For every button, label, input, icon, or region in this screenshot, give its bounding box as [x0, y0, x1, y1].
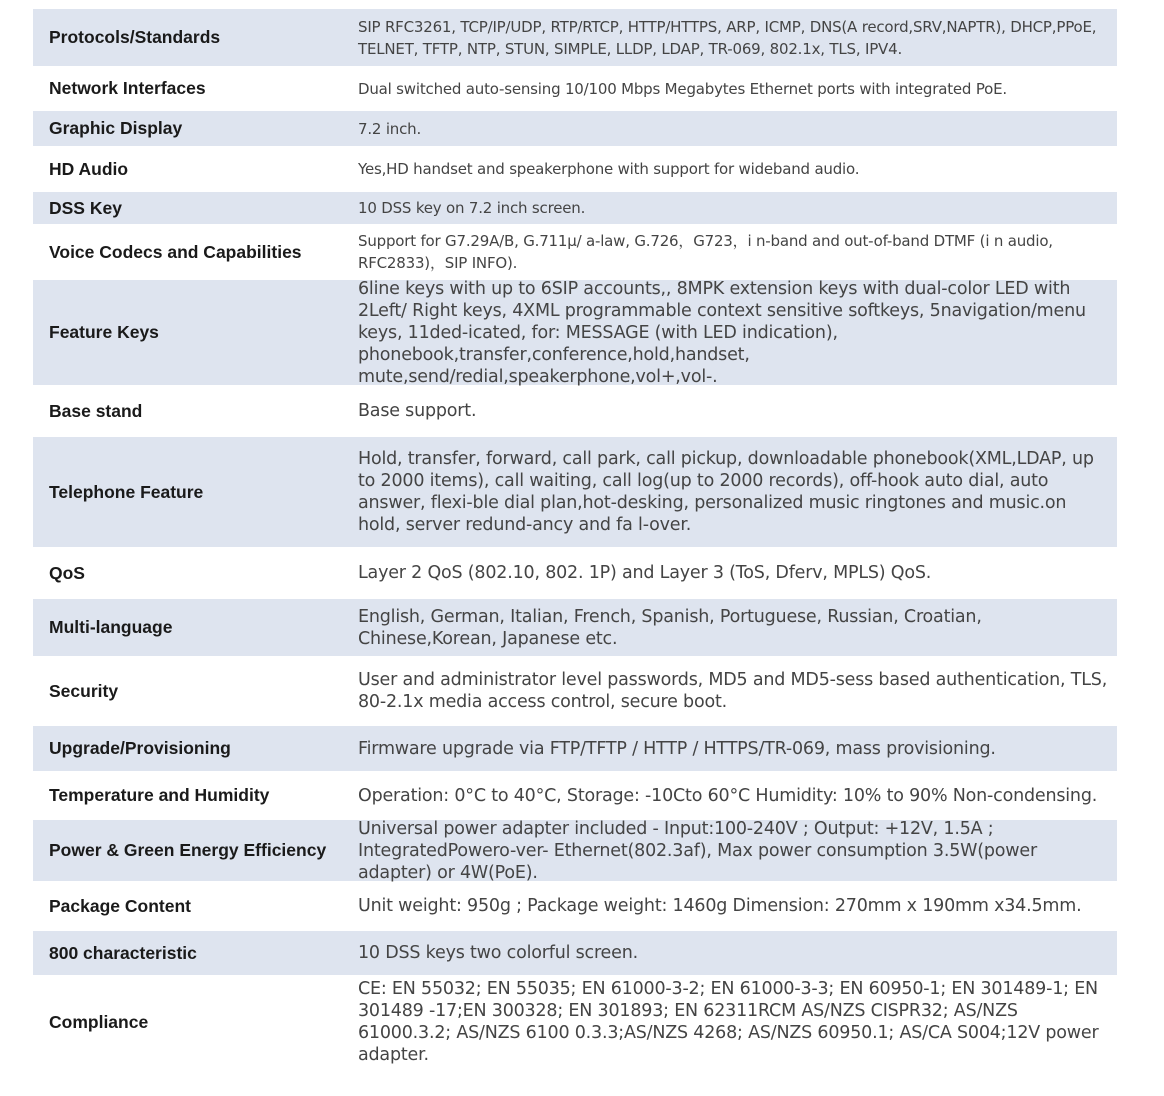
spec-value: Firmware upgrade via FTP/TFTP / HTTP / HTTPS/TR-069, mass provisioning. [358, 738, 996, 759]
spec-label: Network Interfaces [49, 78, 206, 98]
spec-label: Package Content [49, 895, 191, 916]
spec-label: Protocols/Standards [49, 27, 221, 47]
spec-row-dss-key [33, 192, 1117, 224]
spec-value: Support for G7.29A/B, G.711μ/ a-law, G.726，G723，i n-band and out-of-band DTMF (i n audio, RFC2833)，SIP INFO). [358, 232, 1053, 272]
spec-row-telephone-feature [33, 437, 1117, 547]
spec-value: 7.2 inch. [358, 119, 422, 138]
spec-row-base-stand [33, 389, 1117, 433]
spec-label: Base stand [49, 400, 143, 421]
spec-row-graphic-display [33, 111, 1117, 146]
spec-label: QoS [49, 562, 85, 583]
spec-row-qos [33, 551, 1117, 595]
spec-row-feature-keys [33, 280, 1117, 385]
spec-value: Yes,HD handset and speakerphone with support for wideband audio. [358, 160, 860, 178]
spec-label: Voice Codecs and Capabilities [49, 241, 302, 262]
spec-label: Feature Keys [49, 322, 159, 342]
spec-label: Telephone Feature [49, 481, 204, 502]
spec-row-upgrade-provisioning [33, 726, 1117, 771]
spec-label: Compliance [49, 1011, 149, 1032]
spec-table [33, 9, 1117, 1069]
spec-value: 10 DSS keys two colorful screen. [358, 943, 638, 963]
spec-label: Power & Green Energy Efficiency [49, 840, 327, 860]
spec-label: HD Audio [49, 158, 129, 179]
spec-row-multi-language [33, 599, 1117, 656]
spec-value: SIP RFC3261, TCP/IP/UDP, RTP/RTCP, HTTP/HTTPS, ARP, ICMP, DNS(A record,SRV,NAPTR), DHCP,PPoE, TELNET, TFTP, NTP, STUN, SIMPLE, LLDP, LDAP, TR-069, 802.1x, TLS, IPV4. [358, 17, 1097, 58]
spec-value: Universal power adapter included - Input:100-240V ; Output: +12V, 1.5A ; IntegratedPowero-ver- Ethernet(802.3af), Max power consumption 3.5W(power adapter) or 4W(PoE). [358, 818, 1037, 883]
spec-label: DSS Key [49, 197, 122, 218]
spec-row-network-interfaces [33, 70, 1117, 107]
spec-row-power-efficiency [33, 820, 1117, 881]
spec-row-800-characteristic [33, 931, 1117, 975]
spec-value: English, German, Italian, French, Spanish, Portuguese, Russian, Croatian, Chinese,Korean, Japanese etc. [358, 606, 982, 649]
spec-label: Graphic Display [49, 118, 183, 138]
spec-row-package-content [33, 885, 1117, 927]
spec-row-hd-audio [33, 150, 1117, 188]
spec-label: Multi-language [49, 617, 173, 637]
spec-value: Base support. [358, 401, 477, 421]
spec-value: Layer 2 QoS (802.10, 802. 1P) and Layer 3 (ToS, Dferv, MPLS) QoS. [358, 563, 932, 583]
spec-value: Operation: 0°C to 40°C, Storage: -10Cto 60°C Humidity: 10% to 90% Non-condensing. [358, 785, 1098, 806]
spec-row-temperature-humidity [33, 775, 1117, 816]
spec-label: 800 characteristic [49, 942, 197, 963]
spec-value: User and administrator level passwords, MD5 and MD5-sess based authentication, TLS, 80-2.1x media access control, secure boot. [358, 670, 1108, 712]
spec-value: Hold, transfer, forward, call park, call pickup, downloadable phonebook(XML,LDAP, up to 2000 items), call waiting, call log(up to 2000 records), off-hook auto dial, auto answer, flexi-ble dial plan,hot-desking, personalized music ringtones and music.on hold, server redund-ancy and fa l-over. [358, 449, 1094, 535]
spec-row-protocols [33, 9, 1117, 66]
spec-row-voice-codecs [33, 228, 1117, 276]
spec-value: 10 DSS key on 7.2 inch screen. [358, 199, 586, 217]
spec-label: Security [49, 680, 119, 701]
spec-row-compliance [33, 979, 1117, 1065]
spec-value: Dual switched auto-sensing 10/100 Mbps Megabytes Ethernet ports with integrated PoE. [358, 79, 1007, 98]
spec-label: Temperature and Humidity [49, 785, 270, 805]
spec-value: 6line keys with up to 6SIP accounts,, 8MPK extension keys with dual-color LED with 2Left/ Right keys, 4XML programmable context sensitive softkeys, 5navigation/menu keys, 11ded-icated, for: MESSAGE (with LED indication), phonebook,transfer,conference,hold,handset, mute,send/redial,speakerphone,vol+,vol-. [358, 278, 1086, 387]
spec-label: Upgrade/Provisioning [49, 738, 231, 758]
spec-value: Unit weight: 950g ; Package weight: 1460g Dimension: 270mm x 190mm x34.5mm. [358, 896, 1082, 916]
spec-value: CE: EN 55032; EN 55035; EN 61000-3-2; EN 61000-3-3; EN 60950-1; EN 301489-1; EN 301489 -17;EN 300328; EN 301893; EN 62311RCM AS/NZS CISPR32; AS/NZS 61000.3.2; AS/NZS 6100 0.3.3;AS/NZS 4268; AS/NZS 60950.1; AS/CA S004;12V power adapter. [358, 979, 1099, 1065]
spec-row-security [33, 660, 1117, 722]
